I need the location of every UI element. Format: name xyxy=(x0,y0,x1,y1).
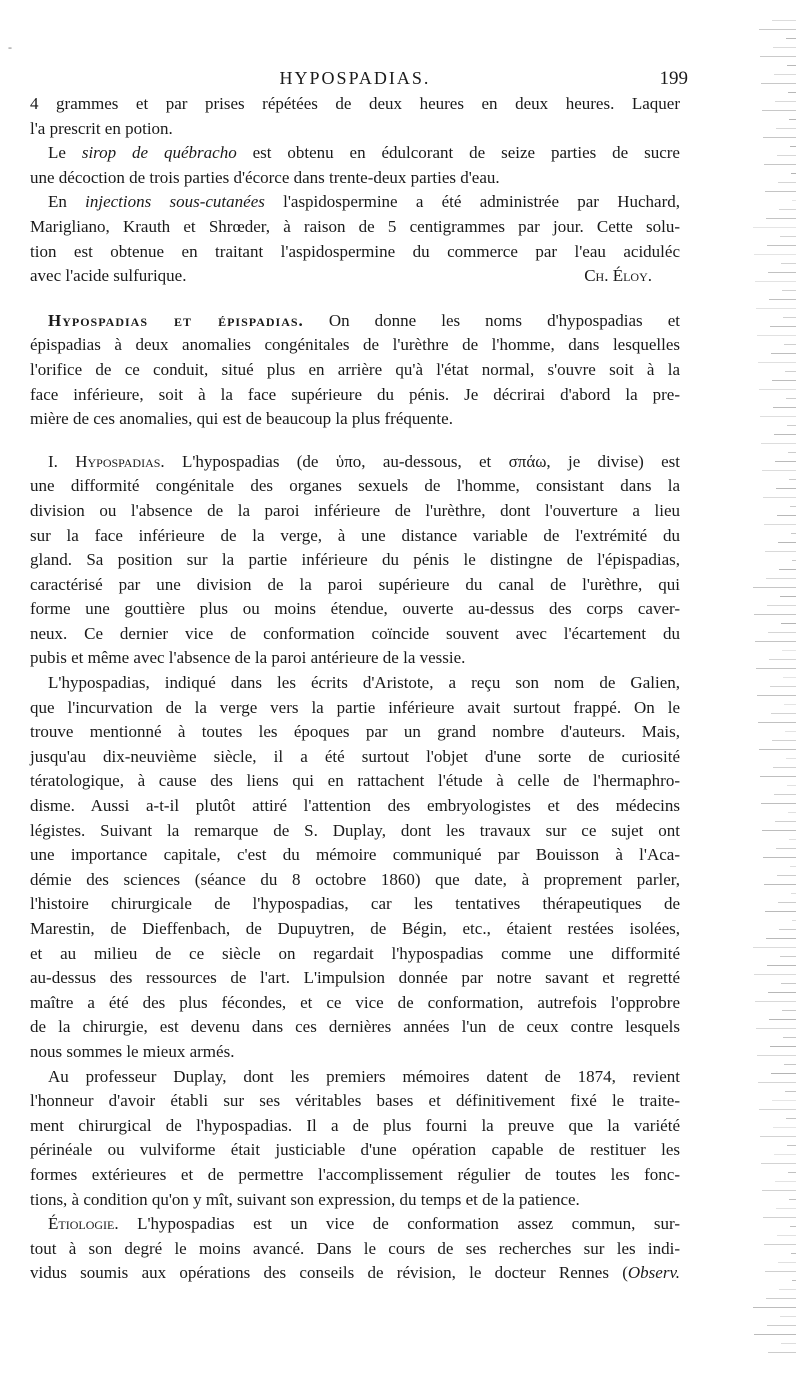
scan-artifact xyxy=(761,83,796,84)
text-line: légistes. Suivant la remarque de S. Duplay, dont les travaux sur ce sujet ont xyxy=(30,820,680,840)
scan-artifact xyxy=(775,101,796,102)
scan-artifact xyxy=(779,929,796,930)
scan-artifact xyxy=(788,452,796,453)
scan-artifact xyxy=(773,1127,796,1128)
scan-artifact xyxy=(762,110,796,111)
scan-artifact xyxy=(763,137,796,138)
scan-margin-noise xyxy=(720,0,800,1377)
page-number: 199 xyxy=(659,68,688,89)
scan-artifact xyxy=(762,1190,796,1191)
scan-artifact xyxy=(758,1082,796,1083)
scan-artifact xyxy=(785,1091,796,1092)
scan-artifact xyxy=(776,848,796,849)
scan-artifact xyxy=(755,1001,796,1002)
text-line: L'hypospadias est un vice de conformation assez commun, sur- xyxy=(118,1214,680,1234)
scan-artifact xyxy=(792,560,796,561)
scan-artifact xyxy=(754,974,796,975)
scan-artifact xyxy=(769,1019,796,1020)
scan-artifact xyxy=(781,263,796,264)
text-line: une importance capitale, c'est du mémoire communiqué par Bouisson à l'Aca- xyxy=(30,845,680,865)
paragraph-3 xyxy=(30,190,680,288)
text-line: vidus soumis aux opérations des conseils de révision, le docteur Rennes (Observ. xyxy=(30,1263,680,1283)
text-line: face inférieure, soit à la face supérieure du pénis. Je décrirai d'abord la pre- xyxy=(30,384,680,404)
scan-artifact xyxy=(774,1154,796,1155)
text-line: 4 grammes et par prises répétées de deux heures en deux heures. Laquer xyxy=(30,94,680,113)
scan-artifact xyxy=(754,1334,796,1335)
scan-artifact xyxy=(792,1280,796,1281)
scan-artifact xyxy=(774,794,796,795)
scan-artifact xyxy=(777,515,796,516)
text-line: et au milieu de ce siècle on regardait l'hypospadias comme une difformité xyxy=(30,943,680,963)
scan-artifact xyxy=(786,758,796,759)
scan-artifact xyxy=(784,704,796,705)
scan-artifact xyxy=(779,1289,796,1290)
text-line: gland. Sa position sur la partie inférieure du pénis le distingne de l'épispadias, xyxy=(30,550,680,570)
text-line: démie des sciences (séance du 8 octobre 1860) que date, à proprement parler, xyxy=(30,869,680,889)
scan-artifact xyxy=(753,227,796,228)
scan-artifact xyxy=(757,335,796,336)
scan-artifact xyxy=(789,839,796,840)
scan-artifact xyxy=(780,956,796,957)
scan-artifact xyxy=(782,290,796,291)
etiology-first-line xyxy=(30,1212,680,1237)
text-line: division ou l'absence de la paroi inférieure de l'urèthre, dont l'ouverture a lieu xyxy=(30,500,680,520)
scan-artifact xyxy=(776,128,796,129)
text-line: trouve mentionné à toutes les époques par un grand nombre d'auteurs. Mais, xyxy=(30,722,680,742)
scan-artifact xyxy=(763,497,796,498)
text-line: formes extérieures et de permettre l'accomplissement régulier de toutes les fonc- xyxy=(30,1164,680,1184)
scan-artifact xyxy=(783,317,796,318)
scan-artifact xyxy=(790,866,796,867)
text-line: que l'incurvation de la verge vers la partie inférieure avait surtout frappé. On le xyxy=(30,697,680,717)
italic-text: Observ. xyxy=(627,1263,680,1283)
scan-artifact xyxy=(755,641,796,642)
scan-artifact xyxy=(790,506,796,507)
scan-artifact xyxy=(768,272,796,273)
scan-artifact xyxy=(761,1163,796,1164)
text-line: l'orifice de ce conduit, situé plus en arrière qu'à l'état normal, s'ouvre soit à la xyxy=(30,359,680,379)
scan-artifact xyxy=(775,461,796,462)
text-line: pubis et même avec l'absence de la paroi antérieure de la vessie. xyxy=(30,648,466,668)
text-line: On donne les noms d'hypospadias et xyxy=(303,310,680,330)
text-line: jusqu'au dix-neuvième siècle, il a été surtout l'objet d'une sorte de curiosité xyxy=(30,746,680,766)
scan-artifact xyxy=(773,767,796,768)
scan-artifact xyxy=(761,443,796,444)
paragraph-5 xyxy=(30,1065,680,1213)
text-line: Marestin, de Dieffenbach, de Dupuytren, de Bégin, etc., étaient restées isolées, xyxy=(30,919,680,938)
text-line: une difformité congénitale des organes sexuels de l'homme, consistant dans la xyxy=(30,476,680,496)
scan-artifact xyxy=(781,623,796,624)
paragraph-1 xyxy=(30,92,680,141)
scan-artifact xyxy=(779,569,796,570)
text-line: l'a prescrit en potion. xyxy=(30,118,173,138)
scan-artifact xyxy=(759,29,796,30)
scan-artifact xyxy=(780,1316,796,1317)
text-line: disme. Aussi a-t-il plutôt attiré l'attention des embryologistes et des médecins xyxy=(30,796,680,816)
scan-artifact xyxy=(773,47,796,48)
scan-artifact xyxy=(767,605,796,606)
text-line: nous sommes le mieux armés. xyxy=(30,1041,235,1061)
author-signature: Ch. Éloy. xyxy=(584,266,652,286)
text-line: de la chirurgie, est devenu dans ces dernières années l'un de ceux contre lesquels xyxy=(30,1017,680,1037)
scan-artifact xyxy=(760,776,796,777)
scan-artifact xyxy=(778,542,796,543)
scan-artifact xyxy=(787,785,796,786)
scan-artifact xyxy=(784,344,796,345)
scan-artifact xyxy=(782,650,796,651)
scan-artifact xyxy=(769,659,796,660)
scan-artifact xyxy=(764,164,796,165)
scan-artifact xyxy=(760,416,796,417)
text-line: une décoction de trois parties d'écorce dans trente-deux parties d'eau. xyxy=(30,167,500,187)
scan-artifact xyxy=(766,938,796,939)
scan-artifact xyxy=(787,425,796,426)
scan-artifact xyxy=(768,992,796,993)
scan-artifact xyxy=(763,1217,796,1218)
text-line-with-signature xyxy=(30,264,680,289)
text-line: neux. Ce dernier vice de conformation coïncide souvent avec l'écartement du xyxy=(30,623,680,643)
text-line: épispadias à deux anomalies congénitales de l'urèthre de l'homme, dans lesquelles xyxy=(30,335,680,355)
scan-artifact xyxy=(786,38,796,39)
text-line: tions, à condition qu'on y mît, suivant son expression, du temps et de la patience. xyxy=(30,1189,580,1209)
scan-artifact xyxy=(770,326,796,327)
scan-artifact xyxy=(790,1226,796,1227)
scan-artifact xyxy=(759,1109,796,1110)
scan-artifact xyxy=(766,218,796,219)
spacer xyxy=(30,289,680,309)
paragraph-4 xyxy=(30,671,680,1065)
scan-artifact xyxy=(787,1145,796,1146)
scan-artifact xyxy=(756,668,796,669)
running-title: HYPOSPADIAS. xyxy=(279,68,431,88)
entry-intro xyxy=(30,309,680,432)
scan-artifact xyxy=(792,200,796,201)
text-line: avec l'acide sulfurique. xyxy=(30,266,187,286)
scan-artifact xyxy=(756,1028,796,1029)
scan-artifact xyxy=(753,587,796,588)
scan-artifact xyxy=(780,236,796,237)
scan-artifact xyxy=(786,398,796,399)
scan-artifact xyxy=(759,389,796,390)
scan-artifact xyxy=(771,1073,796,1074)
text-line: Le sirop de québracho est obtenu en édulcorant de seize parties de sucre xyxy=(48,143,680,163)
scan-artifact xyxy=(770,686,796,687)
scan-artifact xyxy=(765,911,796,912)
scan-artifact xyxy=(789,119,796,120)
scan-artifact xyxy=(772,1100,796,1101)
scan-artifact xyxy=(772,20,796,21)
scan-artifact xyxy=(754,254,796,255)
scan-artifact xyxy=(756,308,796,309)
scan-artifact xyxy=(775,1181,796,1182)
scan-artifact xyxy=(755,281,796,282)
scan-artifact xyxy=(768,632,796,633)
scan-artifact xyxy=(759,749,796,750)
scan-artifact xyxy=(774,434,796,435)
scan-artifact xyxy=(773,407,796,408)
scan-artifact xyxy=(772,740,796,741)
scan-artifact xyxy=(758,722,796,723)
scan-artifact xyxy=(771,713,796,714)
etiology-paragraph xyxy=(30,1212,680,1286)
scan-artifact xyxy=(764,524,796,525)
scan-artifact xyxy=(780,596,796,597)
scan-artifact xyxy=(790,146,796,147)
section-first-line xyxy=(30,450,680,475)
scan-artifact xyxy=(762,470,796,471)
scan-artifact xyxy=(758,362,796,363)
scan-artifact xyxy=(788,92,796,93)
text-line: l'histoire chirurgicale de l'hypospadias, car les tentatives thérapeutiques de xyxy=(30,894,680,914)
scan-artifact xyxy=(783,1037,796,1038)
scan-artifact xyxy=(781,1343,796,1344)
scan-artifact xyxy=(761,803,796,804)
text-line: tout à son degré le moins avancé. Dans le cours de ses recherches sur les indi- xyxy=(30,1238,680,1258)
text-line: maître a été des plus fécondes, et ce vice de conformation, autrefois l'opprobre xyxy=(30,992,680,1012)
section-heading: I. Hypospadias. xyxy=(48,451,165,471)
text-line: caractérisé par une division de la paroi supérieure du canal de l'urèthre, qui xyxy=(30,574,680,594)
scan-artifact xyxy=(785,371,796,372)
scan-artifact xyxy=(791,533,796,534)
scan-artifact xyxy=(764,1244,796,1245)
scan-artifact xyxy=(774,74,796,75)
etiology-heading: Étiologie. xyxy=(48,1214,119,1234)
scan-artifact xyxy=(791,173,796,174)
scan-artifact xyxy=(767,1325,796,1326)
scan-artifact xyxy=(775,821,796,822)
scan-artifact xyxy=(779,209,796,210)
scan-artifact xyxy=(789,1199,796,1200)
text-line: L'hypospadias, indiqué dans les écrits d'Aristote, a reçu son nom de Galien, xyxy=(48,673,680,693)
scan-artifact xyxy=(767,965,796,966)
scan-artifact xyxy=(769,299,796,300)
page xyxy=(30,62,688,1286)
italic-text: injections sous-cutanées xyxy=(85,192,265,212)
scan-artifact xyxy=(765,191,796,192)
entry-heading: Hypospadias et épispadias. xyxy=(48,310,304,330)
text-line: Marigliano, Krauth et Shrœder, à raison de 5 centigrammes par jour. Cette solu- xyxy=(30,216,680,236)
text-line: En injections sous-cutanées l'aspidospermine a été administrée par Huchard, xyxy=(48,192,680,212)
paragraph-2 xyxy=(30,141,680,190)
scan-artifact xyxy=(778,182,796,183)
scan-artifact xyxy=(791,893,796,894)
scan-mark: - xyxy=(8,40,12,54)
scan-artifact xyxy=(757,695,796,696)
scan-artifact xyxy=(776,1208,796,1209)
scan-artifact xyxy=(765,1271,796,1272)
text-line: sur la face inférieure de la verge, à une distance variable de l'extrémité du xyxy=(30,525,680,545)
text-line: forme une gouttière plus ou moins étendue, ouverte au-dessus des corps caver- xyxy=(30,599,680,619)
scan-artifact xyxy=(789,479,796,480)
text-line: Au professeur Duplay, dont les premiers mémoires datent de 1874, revient xyxy=(48,1066,680,1086)
scan-artifact xyxy=(762,830,796,831)
scan-artifact xyxy=(766,1298,796,1299)
scan-artifact xyxy=(791,1253,796,1254)
text-line: ment chirurgical de l'hypospadias. Il a de plus fourni la preuve que la variété xyxy=(30,1115,680,1135)
scan-artifact xyxy=(776,488,796,489)
scan-artifact xyxy=(765,551,796,552)
scan-artifact xyxy=(777,875,796,876)
scan-artifact xyxy=(787,65,796,66)
scan-artifact xyxy=(754,614,796,615)
scan-artifact xyxy=(770,1046,796,1047)
section-1 xyxy=(30,450,680,671)
scan-artifact xyxy=(768,1352,796,1353)
scan-artifact xyxy=(777,155,796,156)
scan-artifact xyxy=(757,1055,796,1056)
scan-artifact xyxy=(753,947,796,948)
scan-artifact xyxy=(782,1010,796,1011)
scan-artifact xyxy=(781,983,796,984)
text-line: tératologique, à cause des liens qui en rattachent l'étude à celle de l'hermaphro- xyxy=(30,771,680,791)
scan-artifact xyxy=(784,1064,796,1065)
scan-artifact xyxy=(777,1235,796,1236)
italic-text: sirop de québracho xyxy=(81,143,237,163)
text-line: au-dessus des ressources de l'art. L'impulsion donnée par notre savant et regretté xyxy=(30,968,680,988)
scan-artifact xyxy=(760,1136,796,1137)
scan-artifact xyxy=(778,1262,796,1263)
scan-artifact xyxy=(786,1118,796,1119)
scan-artifact xyxy=(764,884,796,885)
scan-artifact xyxy=(753,1307,796,1308)
scan-artifact xyxy=(763,857,796,858)
scan-artifact xyxy=(778,902,796,903)
scan-artifact xyxy=(785,731,796,732)
entry-first-line xyxy=(30,309,680,334)
scan-artifact xyxy=(788,812,796,813)
scan-artifact xyxy=(792,920,796,921)
text-line: l'honneur d'avoir établi sur ses véritables bases et définitivement fixé le traite- xyxy=(30,1091,680,1111)
scan-artifact xyxy=(766,578,796,579)
scan-artifact xyxy=(767,245,796,246)
text-line: périnéale ou vulviforme était justiciable d'une opération capable de restituer les xyxy=(30,1140,680,1160)
scan-artifact xyxy=(771,353,796,354)
scan-artifact xyxy=(760,56,796,57)
text-line: mière de ces anomalies, qui est de beaucoup la plus fréquente. xyxy=(30,409,453,429)
text-line: L'hypospadias (de ὑπο, au-dessous, et σπάω, je divise) est xyxy=(164,451,680,471)
running-head xyxy=(30,62,688,92)
spacer xyxy=(30,432,680,450)
scan-artifact xyxy=(788,1172,796,1173)
text-line: tion est obtenue en traitant l'aspidospermine du commerce par l'eau aciduléc xyxy=(30,241,680,261)
scan-artifact xyxy=(772,380,796,381)
body-text xyxy=(30,92,680,1286)
scan-artifact xyxy=(783,677,796,678)
